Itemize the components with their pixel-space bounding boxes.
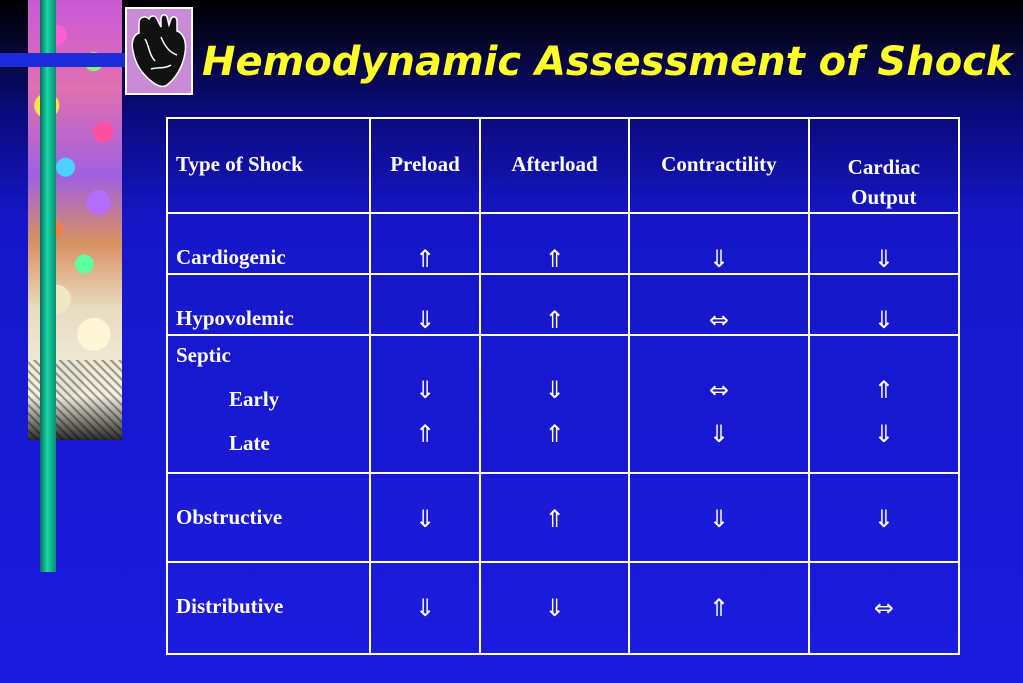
decorative-horizontal-bar [0, 53, 128, 67]
septic-contractility-cell [629, 335, 808, 473]
distributive-afterload: ⇓ [480, 562, 629, 654]
header-afterload: Afterload [480, 118, 629, 213]
hypovolemic-preload: ⇓ [370, 274, 480, 335]
row-label-obstructive: Obstructive [167, 473, 370, 562]
table-row-obstructive [167, 473, 959, 562]
table-row-cardiogenic [167, 213, 959, 274]
obstructive-preload: ⇓ [370, 473, 480, 562]
decorative-vertical-bar [40, 0, 56, 572]
cardiogenic-contractility: ⇓ [629, 213, 808, 274]
hypovolemic-afterload: ⇑ [480, 274, 629, 335]
row-label-cardiogenic: Cardiogenic [167, 213, 370, 274]
obstructive-cardiac-output: ⇓ [809, 473, 959, 562]
header-contractility: Contractility [629, 118, 808, 213]
table-row-distributive [167, 562, 959, 654]
row-label-septic-early: Early [229, 387, 280, 411]
table-row-hypovolemic [167, 274, 959, 335]
header-cardiac-output-line1: Cardiac [847, 155, 920, 179]
septic-late-preload: ⇑ [414, 420, 436, 448]
heart-icon [125, 7, 193, 95]
septic-late-cardiac-output: ⇓ [873, 420, 894, 448]
septic-afterload-cell [480, 335, 629, 473]
distributive-contractility: ⇑ [629, 562, 808, 654]
row-label-distributive: Distributive [167, 562, 370, 654]
header-type-of-shock: Type of Shock [167, 118, 370, 213]
header-cardiac-output-line2: Output [851, 185, 917, 209]
table-header-row [167, 118, 959, 213]
septic-preload-cell [370, 335, 480, 473]
header-cardiac-output [809, 118, 959, 213]
septic-early-contractility: ⇔ [708, 376, 729, 404]
hypovolemic-contractility: ⇔ [629, 274, 808, 335]
septic-early-preload: ⇓ [414, 376, 436, 404]
hemodynamic-table [166, 117, 960, 655]
row-label-septic: Septic [176, 343, 231, 367]
slide-title: Hemodynamic Assessment of Shock [202, 39, 1013, 85]
distributive-cardiac-output: ⇔ [809, 562, 959, 654]
row-label-septic-late: Late [229, 431, 270, 455]
septic-early-afterload: ⇓ [544, 376, 565, 404]
septic-cardiac-output-cell [809, 335, 959, 473]
septic-late-afterload: ⇑ [544, 420, 565, 448]
obstructive-contractility: ⇓ [629, 473, 808, 562]
row-label-septic-cell [167, 335, 370, 473]
header-preload: Preload [370, 118, 480, 213]
obstructive-afterload: ⇑ [480, 473, 629, 562]
row-label-hypovolemic: Hypovolemic [167, 274, 370, 335]
hypovolemic-cardiac-output: ⇓ [809, 274, 959, 335]
table-row-septic [167, 335, 959, 473]
cardiogenic-cardiac-output: ⇓ [809, 213, 959, 274]
septic-late-contractility: ⇓ [708, 420, 729, 448]
cardiogenic-preload: ⇑ [370, 213, 480, 274]
septic-early-cardiac-output: ⇑ [873, 376, 894, 404]
cardiogenic-afterload: ⇑ [480, 213, 629, 274]
distributive-preload: ⇓ [370, 562, 480, 654]
